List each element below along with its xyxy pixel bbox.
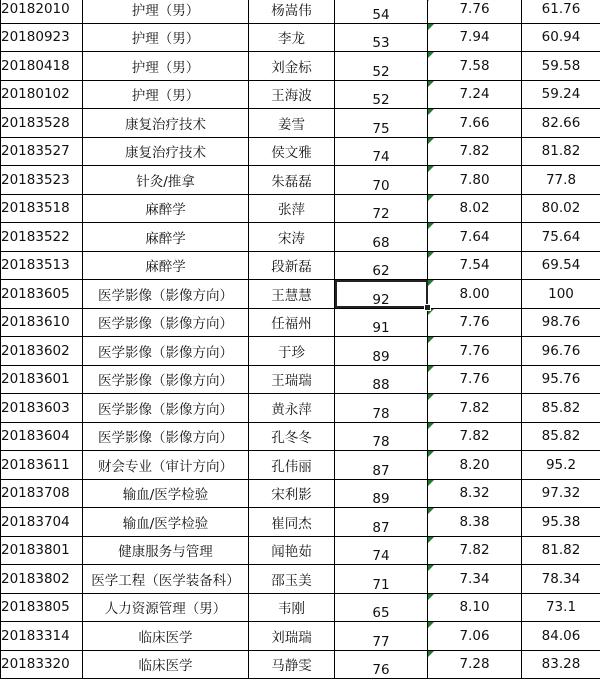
cell-written-score[interactable]: 89 — [335, 479, 428, 508]
cell-candidate-name[interactable]: 孔伟丽 — [249, 451, 335, 480]
table-row — [1, 52, 600, 81]
cell-candidate-name[interactable]: 马静雯 — [249, 650, 335, 679]
cell-interview-score[interactable]: 7.82 — [428, 137, 522, 166]
cell-interview-score[interactable]: 7.76 — [428, 337, 522, 366]
table-row — [1, 365, 600, 394]
cell-total-score[interactable]: 98.76 — [522, 308, 600, 337]
table-row — [1, 0, 600, 23]
cell-major[interactable]: 麻醉学 — [83, 251, 249, 280]
table-row — [1, 536, 600, 565]
table-row — [1, 508, 600, 537]
selected-cell[interactable]: 92 — [335, 280, 428, 309]
cell-major[interactable]: 输血/医学检验 — [83, 508, 249, 537]
cell-exam-id[interactable]: 20182010 — [1, 0, 83, 23]
table-row — [1, 337, 600, 366]
cell-major[interactable]: 麻醉学 — [83, 194, 249, 223]
cell-exam-id[interactable]: 20183601 — [1, 365, 83, 394]
cell-exam-id[interactable]: 20180418 — [1, 52, 83, 81]
cell-exam-id[interactable]: 20183320 — [1, 650, 83, 679]
cell-exam-id[interactable]: 20183522 — [1, 223, 83, 252]
cell-candidate-name[interactable]: 刘金标 — [249, 52, 335, 81]
cell-candidate-name[interactable]: 刘瑞瑞 — [249, 622, 335, 651]
table-row — [1, 223, 600, 252]
cell-exam-id[interactable]: 20183704 — [1, 508, 83, 537]
cell-written-score[interactable]: 62 — [335, 251, 428, 280]
cell-total-score[interactable]: 81.82 — [522, 536, 600, 565]
cell-written-score[interactable]: 70 — [335, 166, 428, 195]
cell-total-score[interactable]: 85.82 — [522, 394, 600, 423]
table-row — [1, 80, 600, 109]
cell-exam-id[interactable]: 20180923 — [1, 23, 83, 52]
cell-total-score[interactable]: 85.82 — [522, 422, 600, 451]
cell-total-score[interactable]: 60.94 — [522, 23, 600, 52]
cell-major[interactable]: 护理（男） — [83, 23, 249, 52]
table-row — [1, 194, 600, 223]
cell-interview-score[interactable]: 7.82 — [428, 422, 522, 451]
table-row — [1, 565, 600, 594]
table-row — [1, 451, 600, 480]
cell-written-score[interactable]: 87 — [335, 451, 428, 480]
table-row — [1, 23, 600, 52]
table-row — [1, 650, 600, 679]
cell-candidate-name[interactable]: 杨嵩伟 — [249, 0, 335, 23]
cell-total-score[interactable]: 97.32 — [522, 479, 600, 508]
cell-major[interactable]: 护理（男） — [83, 0, 249, 23]
cell-interview-score[interactable]: 7.34 — [428, 565, 522, 594]
cell-interview-score[interactable]: 7.58 — [428, 52, 522, 81]
cell-major[interactable]: 护理（男） — [83, 80, 249, 109]
cell-written-score[interactable]: 74 — [335, 536, 428, 565]
cell-exam-id[interactable]: 20183805 — [1, 593, 83, 622]
cell-major[interactable]: 医学影像（影像方向） — [83, 308, 249, 337]
cell-written-score[interactable]: 77 — [335, 622, 428, 651]
cell-written-score[interactable]: 72 — [335, 194, 428, 223]
cell-interview-score[interactable]: 7.94 — [428, 23, 522, 52]
cell-interview-score[interactable]: 8.32 — [428, 479, 522, 508]
cell-written-score[interactable]: 89 — [335, 337, 428, 366]
cell-exam-id[interactable]: 20183801 — [1, 536, 83, 565]
cell-candidate-name[interactable]: 宋涛 — [249, 223, 335, 252]
cell-total-score[interactable]: 77.8 — [522, 166, 600, 195]
table-row — [1, 166, 600, 195]
cell-exam-id[interactable]: 20183605 — [1, 280, 83, 309]
cell-major[interactable]: 医学影像（影像方向） — [83, 365, 249, 394]
cell-candidate-name[interactable]: 黄永萍 — [249, 394, 335, 423]
cell-written-score[interactable]: 53 — [335, 23, 428, 52]
cell-major[interactable]: 医学影像（影像方向） — [83, 280, 249, 309]
cell-major[interactable]: 康复治疗技术 — [83, 137, 249, 166]
cell-interview-score[interactable]: 7.24 — [428, 80, 522, 109]
cell-interview-score[interactable]: 7.82 — [428, 536, 522, 565]
cell-candidate-name[interactable]: 段新磊 — [249, 251, 335, 280]
cell-exam-id[interactable]: 20183523 — [1, 166, 83, 195]
cell-total-score[interactable]: 80.02 — [522, 194, 600, 223]
cell-interview-score[interactable]: 7.76 — [428, 0, 522, 23]
table-row — [1, 479, 600, 508]
cell-candidate-name[interactable]: 王瑞瑞 — [249, 365, 335, 394]
cell-total-score[interactable]: 75.64 — [522, 223, 600, 252]
cell-written-score[interactable]: 65 — [335, 593, 428, 622]
cell-total-score[interactable]: 96.76 — [522, 337, 600, 366]
cell-major[interactable]: 医学影像（影像方向） — [83, 394, 249, 423]
cell-total-score[interactable]: 73.1 — [522, 593, 600, 622]
cell-interview-score[interactable]: 8.02 — [428, 194, 522, 223]
cell-total-score[interactable]: 61.76 — [522, 0, 600, 23]
cell-major[interactable]: 健康服务与管理 — [83, 536, 249, 565]
cell-interview-score[interactable]: 8.38 — [428, 508, 522, 537]
table-row — [1, 308, 600, 337]
cell-candidate-name[interactable]: 宋利影 — [249, 479, 335, 508]
cell-interview-score[interactable]: 7.54 — [428, 251, 522, 280]
cell-interview-score[interactable]: 8.00 — [428, 280, 522, 309]
cell-written-score[interactable]: 91 — [335, 308, 428, 337]
cell-written-score[interactable]: 76 — [335, 650, 428, 679]
cell-written-score[interactable]: 74 — [335, 137, 428, 166]
cell-candidate-name[interactable]: 邵玉美 — [249, 565, 335, 594]
cell-major[interactable]: 康复治疗技术 — [83, 109, 249, 138]
cell-total-score[interactable]: 95.76 — [522, 365, 600, 394]
cell-candidate-name[interactable]: 崔同杰 — [249, 508, 335, 537]
cell-total-score[interactable]: 82.66 — [522, 109, 600, 138]
cell-written-score[interactable]: 75 — [335, 109, 428, 138]
cell-total-score[interactable]: 100 — [522, 280, 600, 309]
cell-total-score[interactable]: 95.38 — [522, 508, 600, 537]
cell-candidate-name[interactable]: 任福州 — [249, 308, 335, 337]
cell-exam-id[interactable]: 20183518 — [1, 194, 83, 223]
fill-handle[interactable] — [424, 304, 431, 311]
table-row — [1, 394, 600, 423]
table-row — [1, 109, 600, 138]
cell-major[interactable]: 医学工程（医学装备科） — [83, 565, 249, 594]
cell-total-score[interactable]: 78.34 — [522, 565, 600, 594]
table-row — [1, 251, 600, 280]
cell-candidate-name[interactable]: 李龙 — [249, 23, 335, 52]
cell-interview-score[interactable]: 7.76 — [428, 308, 522, 337]
cell-major[interactable]: 针灸/推拿 — [83, 166, 249, 195]
cell-candidate-name[interactable]: 孔冬冬 — [249, 422, 335, 451]
cell-interview-score[interactable]: 7.80 — [428, 166, 522, 195]
cell-major[interactable]: 人力资源管理（男） — [83, 593, 249, 622]
table-row — [1, 622, 600, 651]
cell-major[interactable]: 输血/医学检验 — [83, 479, 249, 508]
cell-written-score[interactable]: 78 — [335, 394, 428, 423]
cell-exam-id[interactable]: 20183604 — [1, 422, 83, 451]
table-row — [1, 422, 600, 451]
cell-total-score[interactable]: 59.58 — [522, 52, 600, 81]
cell-exam-id[interactable]: 20183527 — [1, 137, 83, 166]
cell-candidate-name[interactable]: 韦刚 — [249, 593, 335, 622]
cell-written-score[interactable]: 71 — [335, 565, 428, 594]
cell-major[interactable]: 财会专业（审计方向） — [83, 451, 249, 480]
cell-total-score[interactable]: 84.06 — [522, 622, 600, 651]
cell-major[interactable]: 医学影像（影像方向） — [83, 337, 249, 366]
table-row — [1, 280, 600, 309]
cell-candidate-name[interactable]: 侯文雅 — [249, 137, 335, 166]
cell-exam-id[interactable]: 20183602 — [1, 337, 83, 366]
cell-major[interactable]: 麻醉学 — [83, 223, 249, 252]
cell-exam-id[interactable]: 20183802 — [1, 565, 83, 594]
cell-total-score[interactable]: 95.2 — [522, 451, 600, 480]
cell-exam-id[interactable]: 20180102 — [1, 80, 83, 109]
cell-exam-id[interactable]: 20183314 — [1, 622, 83, 651]
cell-candidate-name[interactable]: 王海波 — [249, 80, 335, 109]
cell-written-score[interactable]: 52 — [335, 52, 428, 81]
cell-major[interactable]: 护理（男） — [83, 52, 249, 81]
cell-major[interactable]: 临床医学 — [83, 622, 249, 651]
cell-total-score[interactable]: 83.28 — [522, 650, 600, 679]
cell-total-score[interactable]: 81.82 — [522, 137, 600, 166]
cell-exam-id[interactable]: 20183528 — [1, 109, 83, 138]
cell-candidate-name[interactable]: 张萍 — [249, 194, 335, 223]
table-row — [1, 137, 600, 166]
cell-written-score[interactable]: 88 — [335, 365, 428, 394]
cell-exam-id[interactable]: 20183611 — [1, 451, 83, 480]
cell-interview-score[interactable]: 7.28 — [428, 650, 522, 679]
cell-interview-score[interactable]: 8.20 — [428, 451, 522, 480]
cell-interview-score[interactable]: 7.76 — [428, 365, 522, 394]
grid-body — [1, 0, 600, 679]
cell-interview-score[interactable]: 7.06 — [428, 622, 522, 651]
cell-total-score[interactable]: 59.24 — [522, 80, 600, 109]
cell-candidate-name[interactable]: 于珍 — [249, 337, 335, 366]
cell-interview-score[interactable]: 7.64 — [428, 223, 522, 252]
cell-exam-id[interactable]: 20183610 — [1, 308, 83, 337]
cell-written-score[interactable]: 52 — [335, 80, 428, 109]
cell-major[interactable]: 临床医学 — [83, 650, 249, 679]
cell-exam-id[interactable]: 20183513 — [1, 251, 83, 280]
cell-written-score[interactable]: 78 — [335, 422, 428, 451]
cell-total-score[interactable]: 69.54 — [522, 251, 600, 280]
cell-exam-id[interactable]: 20183603 — [1, 394, 83, 423]
cell-major[interactable]: 医学影像（影像方向） — [83, 422, 249, 451]
cell-candidate-name[interactable]: 闻艳茹 — [249, 536, 335, 565]
cell-interview-score[interactable]: 7.66 — [428, 109, 522, 138]
cell-written-score[interactable]: 68 — [335, 223, 428, 252]
cell-candidate-name[interactable]: 姜雪 — [249, 109, 335, 138]
cell-candidate-name[interactable]: 朱磊磊 — [249, 166, 335, 195]
cell-written-score[interactable]: 87 — [335, 508, 428, 537]
cell-interview-score[interactable]: 8.10 — [428, 593, 522, 622]
cell-exam-id[interactable]: 20183708 — [1, 479, 83, 508]
cell-written-score[interactable]: 54 — [335, 0, 428, 23]
cell-candidate-name[interactable]: 王慧慧 — [249, 280, 335, 309]
table-row — [1, 593, 600, 622]
cell-interview-score[interactable]: 7.82 — [428, 394, 522, 423]
